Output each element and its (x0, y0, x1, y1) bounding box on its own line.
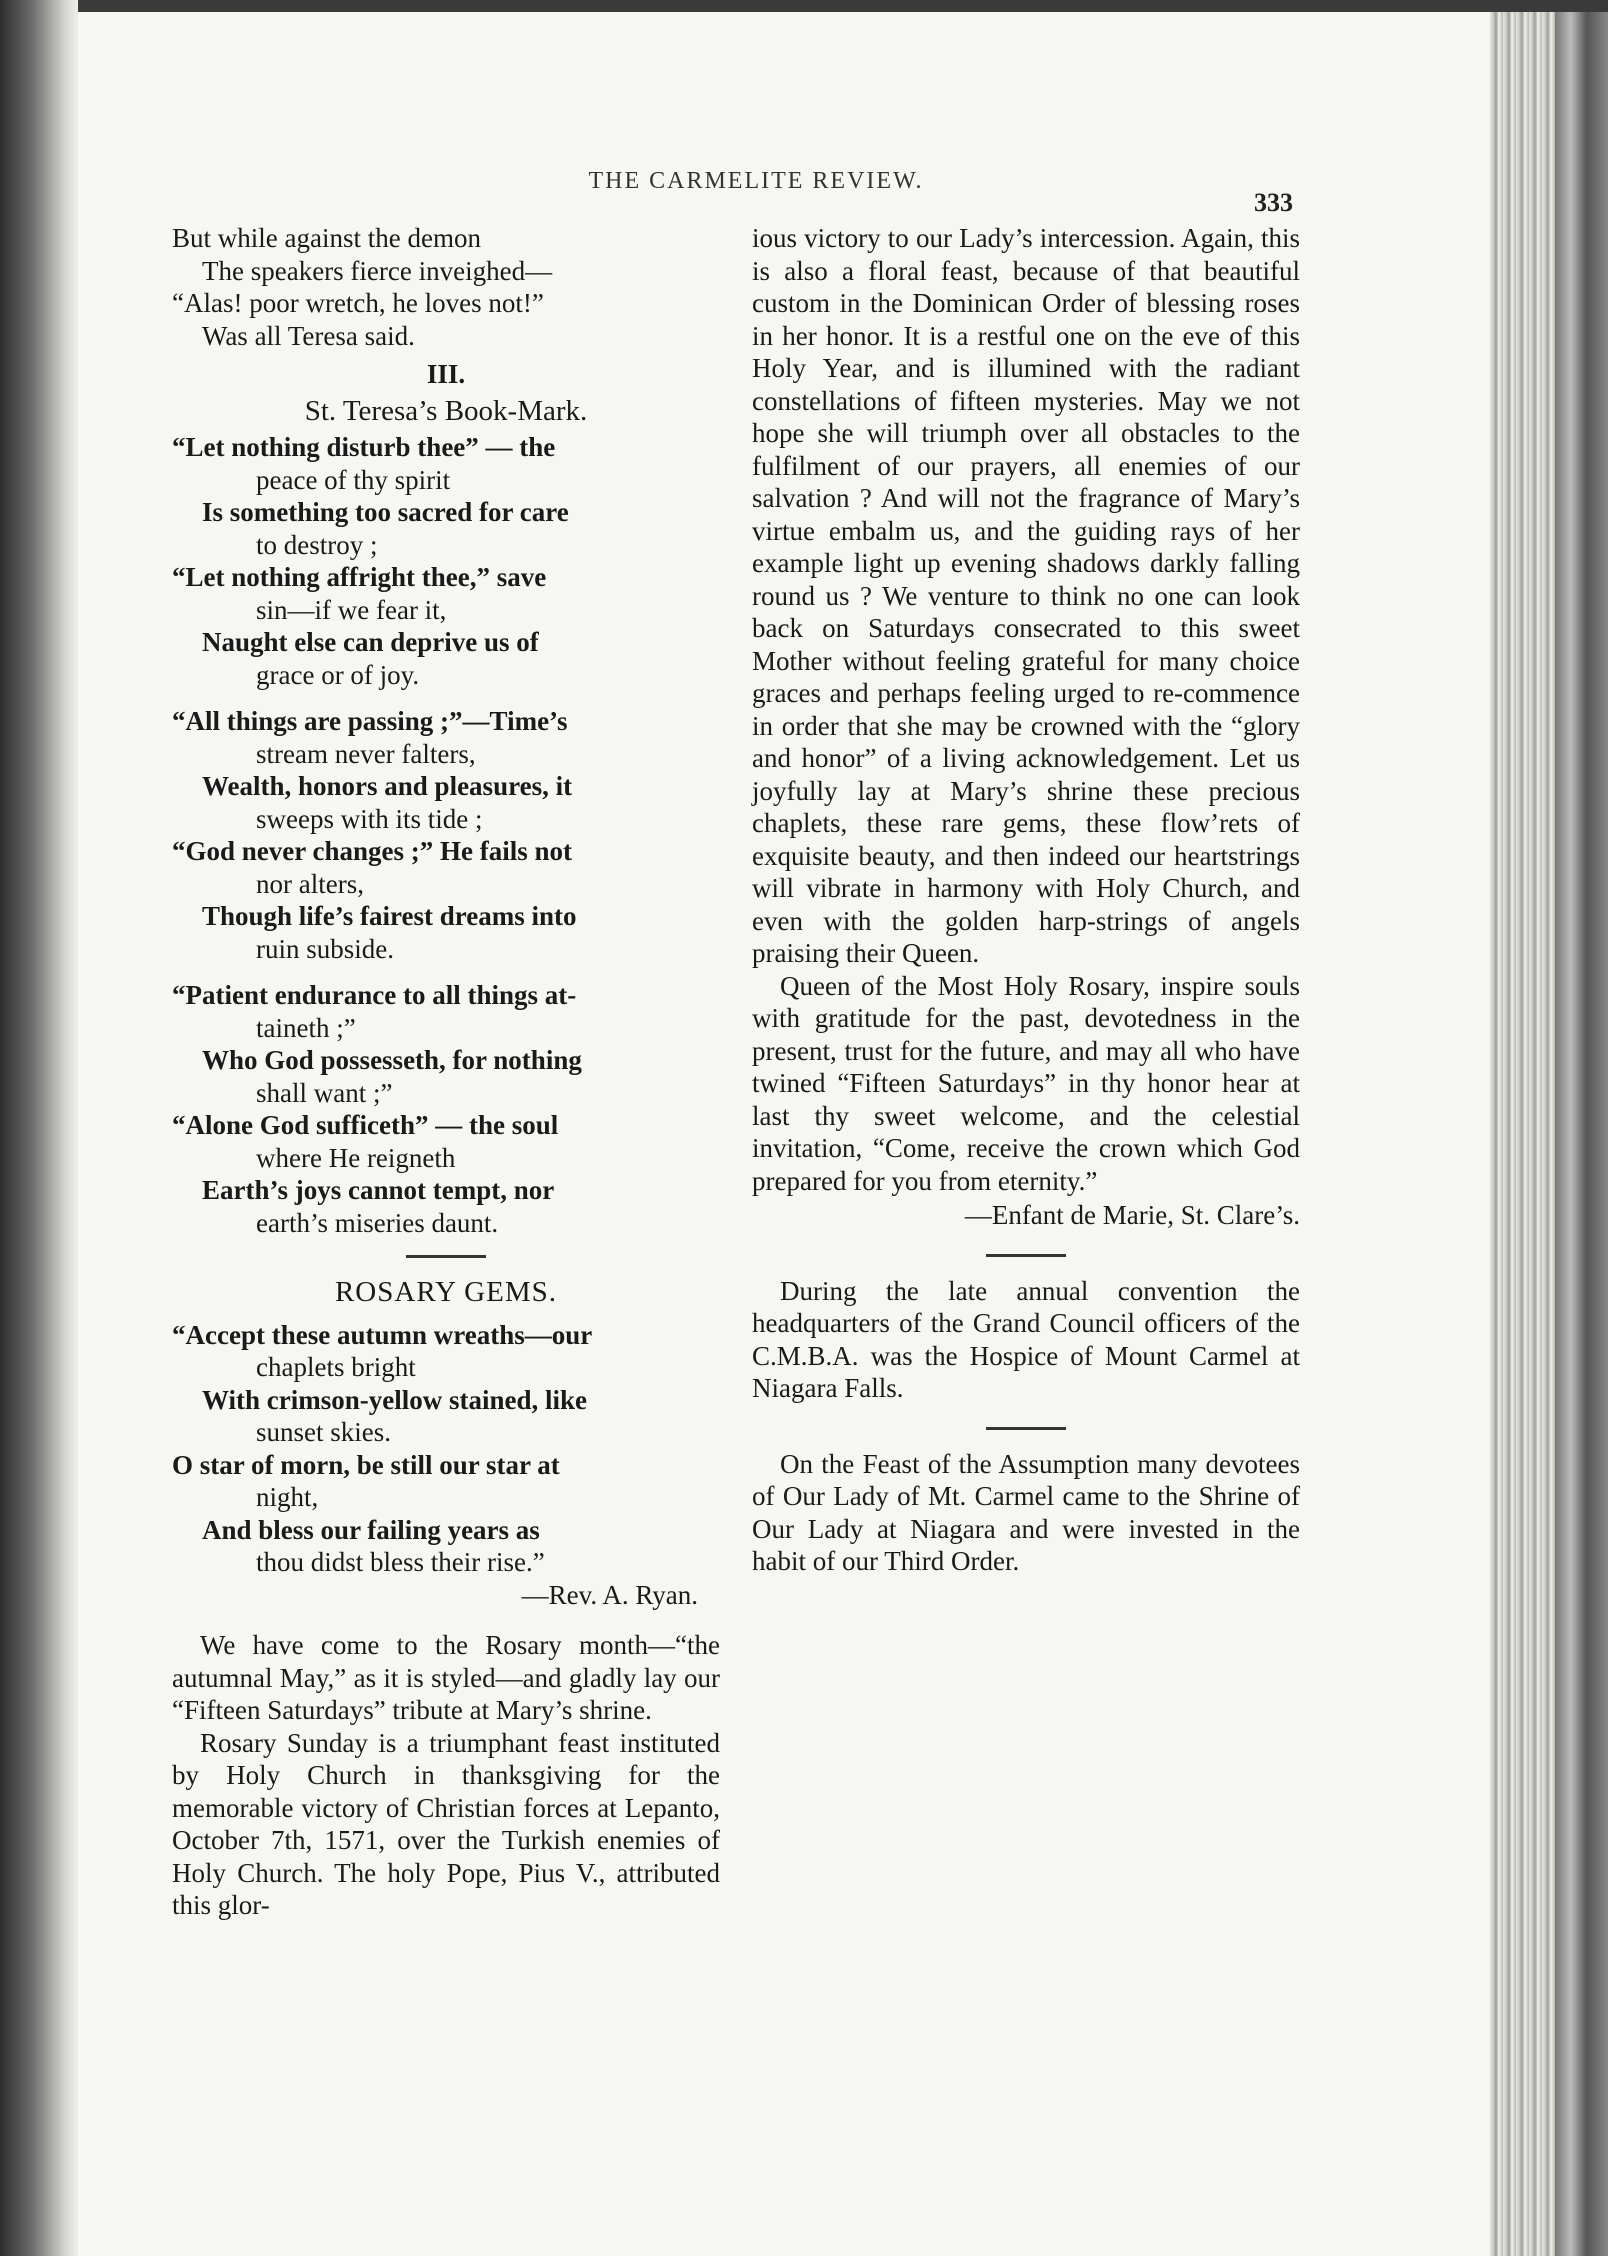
stanza (172, 979, 720, 1239)
verse-line: “Let nothing disturb thee” — the (172, 432, 556, 462)
section-title: St. Teresa’s Book-Mark. (304, 394, 588, 427)
verse-line: Though life’s fairest dreams into (202, 901, 577, 931)
left-column (172, 222, 720, 1922)
section-divider (986, 1427, 1066, 1430)
verse-line: Who God possesseth, for nothing (202, 1045, 582, 1075)
paragraph: Rosary Sunday is a triumphant feast instituted by Holy Church in thanksgiving for the memorable victory of Christian forces at Lepanto, October 7th, 1571, over the Turkish enemies of Holy Church. The holy Pope, Pius V., attributed this glor- (172, 1727, 720, 1920)
verse-line: Earth’s joys cannot tempt, nor (202, 1175, 555, 1205)
poem-line: Was all Teresa said. (202, 320, 415, 351)
verse-line: nor alters, (256, 868, 364, 899)
poem-line: But while against the demon (172, 223, 481, 253)
stanza (172, 431, 720, 691)
verse-line: chaplets bright (256, 1352, 416, 1382)
verse-line: “God never changes ;” He fails not (172, 836, 572, 866)
notice-paragraph: On the Feast of the Assumption many devotees of Our Lady of Mt. Carmel came to the Shrine of Our Lady at Niagara and were invested in the habit of our Third Order. (752, 1448, 1300, 1576)
poem-line: “Alas! poor wretch, he loves not!” (172, 288, 544, 318)
poem-ending (172, 222, 720, 352)
verse-line: O star of morn, be still our star at (172, 1449, 560, 1480)
verse-line: Wealth, honors and pleasures, it (202, 771, 573, 801)
verse-line: earth’s miseries daunt. (256, 1207, 499, 1238)
verse-line: Is something too sacred for care (202, 497, 569, 527)
paragraph: ious victory to our Lady’s intercession. Again, this is also a floral feast, because of that beautiful custom in the Dominican Order of blessing roses in her honor. It is a restful one on the eve of this Holy Year, and is illumined with the radiant constellations of fifteen mysteries. May we not hope she will triumph over all obstacles to the fulfilment of our prayers, all enemies of our salvation ? And will not the fragrance of Mary’s virtue embalm us, and the guiding rays of her example light up evening shadows darkly falling round us ? We venture to think no one can look back on Saturdays consecrated to this sweet Mother without feeling grateful for many choice graces and perhaps feeling urged to re-commence in order that she may be crowned with the “glory and honor” of a living acknowledgement. Let us joyfully lay at Mary’s shrine these precious chaplets, these rare gems, these flow’rets of exquisite beauty, and then indeed our heartstrings will vibrate in harmony with Holy Church, and even with the golden harp-strings of angels praising their Queen. (752, 223, 1300, 968)
verse-line: “Alone God sufficeth” — the soul (172, 1110, 559, 1140)
verse-line: night, (256, 1482, 319, 1512)
verse-line: Naught else can deprive us of (202, 627, 539, 657)
bookmark-poem (172, 431, 720, 1239)
verse-line: thou didst bless their rise.” (256, 1547, 545, 1577)
verse-line: to destroy ; (256, 529, 378, 560)
paragraph: Queen of the Most Holy Rosary, inspire souls with gratitude for the past, devotedness in the present, trust for the future, and may all who have twined “Fifteen Saturdays” in thy honor hear at last thy sweet welcome, and the celestial invitation, “Come, receive the crown which God prepared for you from eternity.” (752, 970, 1300, 1196)
verse-line: stream never falters, (256, 738, 476, 769)
verse-line: “Let nothing affright thee,” save (172, 562, 547, 592)
section-divider (406, 1255, 486, 1258)
book-cover-edge (1555, 12, 1608, 2256)
section-number: III. (426, 359, 466, 389)
verse-line: taineth ;” (256, 1012, 356, 1043)
stanza (172, 705, 720, 965)
verse-line: “Accept these autumn wreaths—our (172, 1319, 593, 1350)
book-gutter-left (0, 0, 78, 2256)
article-attribution: —Enfant de Marie, St. Clare’s. (964, 1200, 1300, 1230)
verse-line: “Patient endurance to all things at- (172, 980, 577, 1010)
verse-line: sin—if we fear it, (256, 594, 447, 625)
paragraph: We have come to the Rosary month—“the autumnal May,” as it is styled—and gladly lay our “Fifteen Saturdays” tribute at Mary’s shrine. (172, 1630, 720, 1725)
verse-line: shall want ;” (256, 1077, 393, 1108)
verse-line: “All things are passing ;”—Time’s (172, 706, 568, 736)
verse-line: where He reigneth (256, 1142, 456, 1173)
rosary-poem (172, 1319, 720, 1579)
verse-line: With crimson-yellow stained, like (202, 1384, 588, 1415)
page-number: 333 (1254, 188, 1293, 217)
notice-paragraph: During the late annual convention the headquarters of the Grand Council officers of the C.M.B.A. was the Hospice of Mount Carmel at Niagara Falls. (752, 1275, 1300, 1403)
verse-line: sunset skies. (256, 1417, 391, 1447)
verse-line: sweeps with its tide ; (256, 803, 483, 834)
right-column (752, 222, 1300, 1578)
running-title: THE CARMELITE REVIEW. (588, 168, 924, 194)
poem-attribution: —Rev. A. Ryan. (521, 1579, 698, 1610)
verse-line: grace or of joy. (256, 659, 420, 690)
poem-line: The speakers fierce inveighed— (202, 255, 553, 286)
rosary-gems-title: ROSARY GEMS. (334, 1276, 558, 1308)
verse-line: ruin subside. (256, 933, 394, 964)
verse-line: And bless our failing years as (202, 1514, 540, 1545)
section-divider (986, 1254, 1066, 1257)
verse-line: peace of thy spirit (256, 464, 451, 495)
